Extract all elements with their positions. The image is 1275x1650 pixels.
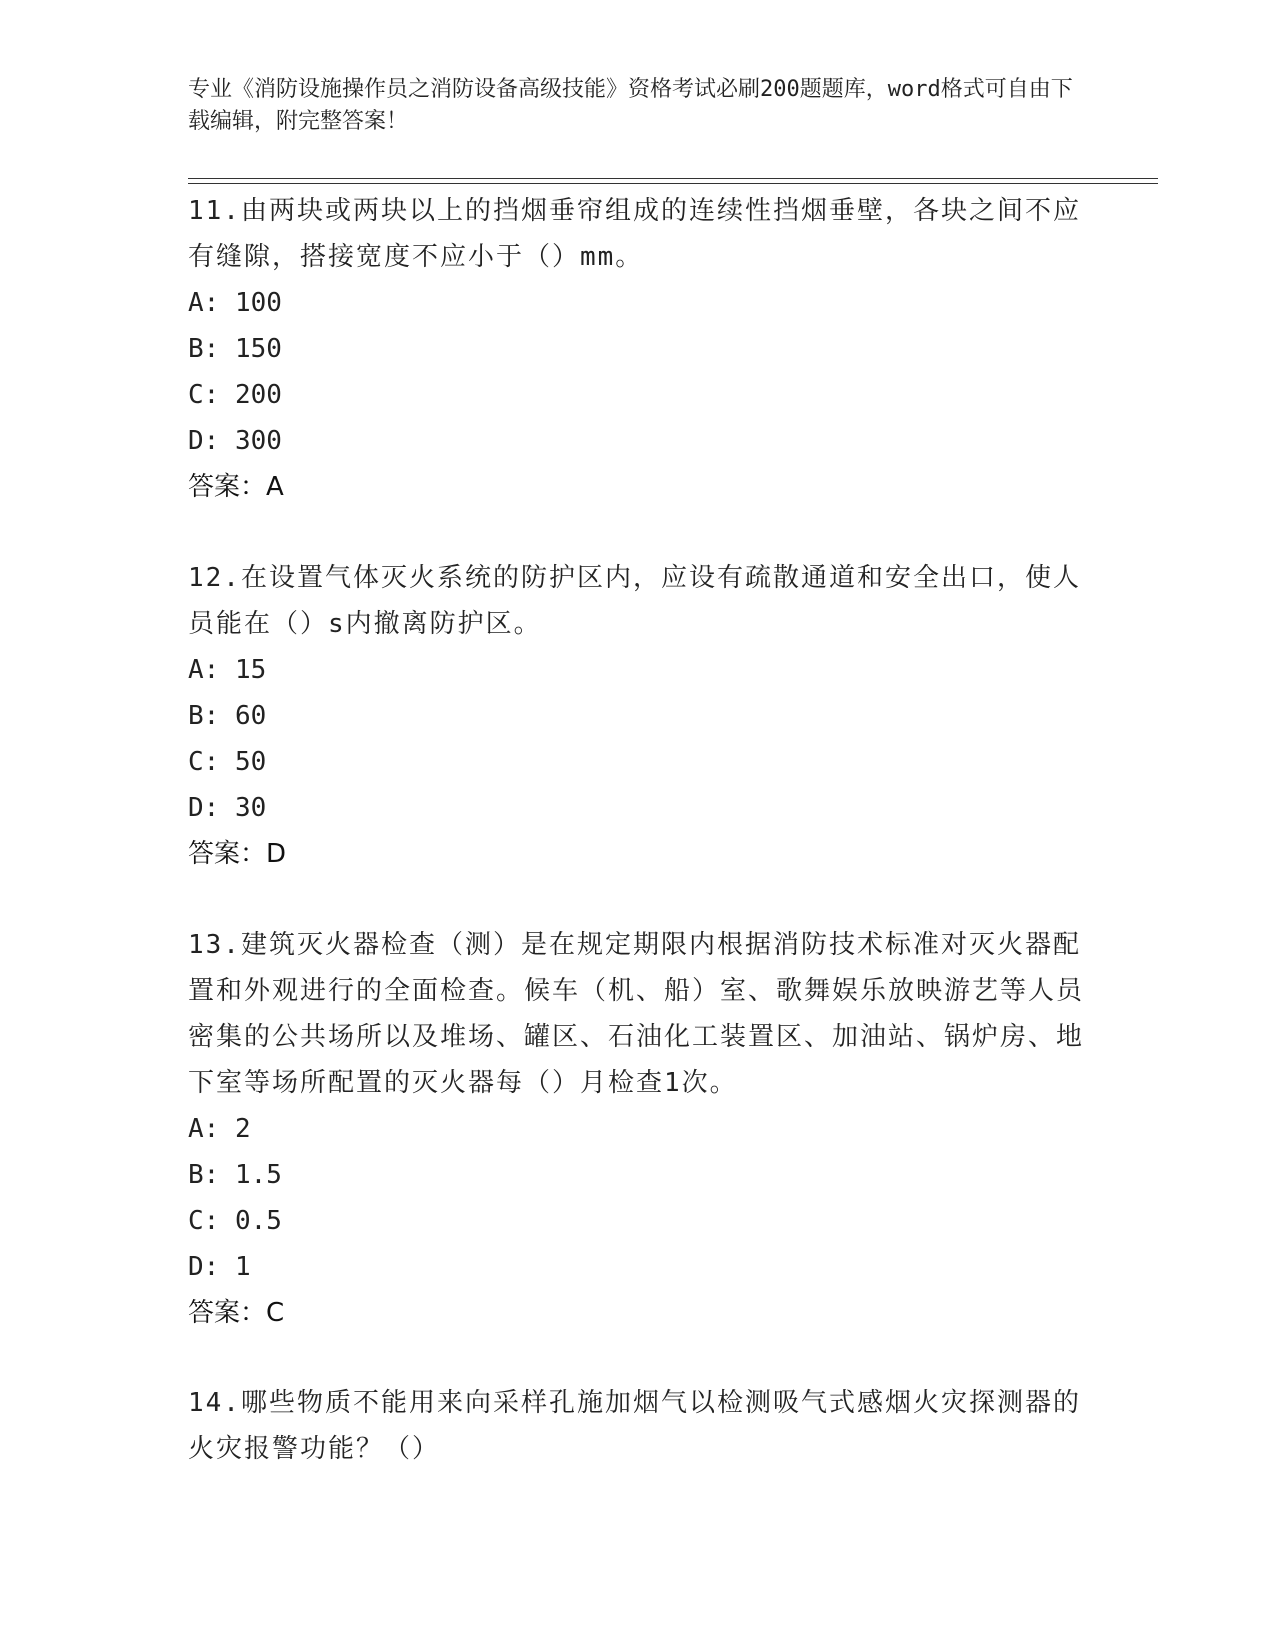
answer: 答案：C (188, 1298, 285, 1328)
option-d: D: 30 (188, 793, 267, 823)
option-b: B: 60 (188, 701, 267, 731)
question-text: 11.由两块或两块以上的挡烟垂帘组成的连续性挡烟垂壁，各块之间不应有缝隙，搭接宽度不应小于（）mm。 (188, 196, 1081, 272)
question-11 (188, 188, 1088, 510)
question-text: 12.在设置气体灭火系统的防护区内，应设有疏散通道和安全出口，使人员能在（）s内撤离防护区。 (188, 563, 1081, 639)
question-14 (188, 1380, 1088, 1472)
document-header: 专业《消防设施操作员之消防设备高级技能》资格考试必刷200题题库，word格式可自由下载编辑，附完整答案！ (188, 77, 1073, 134)
question-text: 13.建筑灭火器检查（测）是在规定期限内根据消防技术标准对灭火器配置和外观进行的全面检查。候车（机、船）室、歌舞娱乐放映游艺等人员密集的公共场所以及堆场、罐区、石油化工装置区、加油站、锅炉房、地下室等场所配置的灭火器每（）月检查1次。 (188, 930, 1085, 1098)
option-a: A: 2 (188, 1114, 251, 1144)
question-12 (188, 555, 1088, 877)
option-a: A: 100 (188, 288, 282, 318)
answer: 答案：A (188, 472, 284, 502)
option-c: C: 0.5 (188, 1206, 282, 1236)
option-c: C: 200 (188, 380, 282, 410)
option-a: A: 15 (188, 655, 267, 685)
header-divider-top (188, 178, 1158, 179)
answer: 答案：D (188, 839, 287, 869)
question-13 (188, 922, 1088, 1336)
option-d: D: 300 (188, 426, 282, 456)
option-b: B: 150 (188, 334, 282, 364)
option-d: D: 1 (188, 1252, 251, 1282)
question-text: 14.哪些物质不能用来向采样孔施加烟气以检测吸气式感烟火灾探测器的火灾报警功能？（） (188, 1388, 1081, 1464)
option-c: C: 50 (188, 747, 267, 777)
option-b: B: 1.5 (188, 1160, 282, 1190)
header-divider-bottom (188, 183, 1158, 184)
